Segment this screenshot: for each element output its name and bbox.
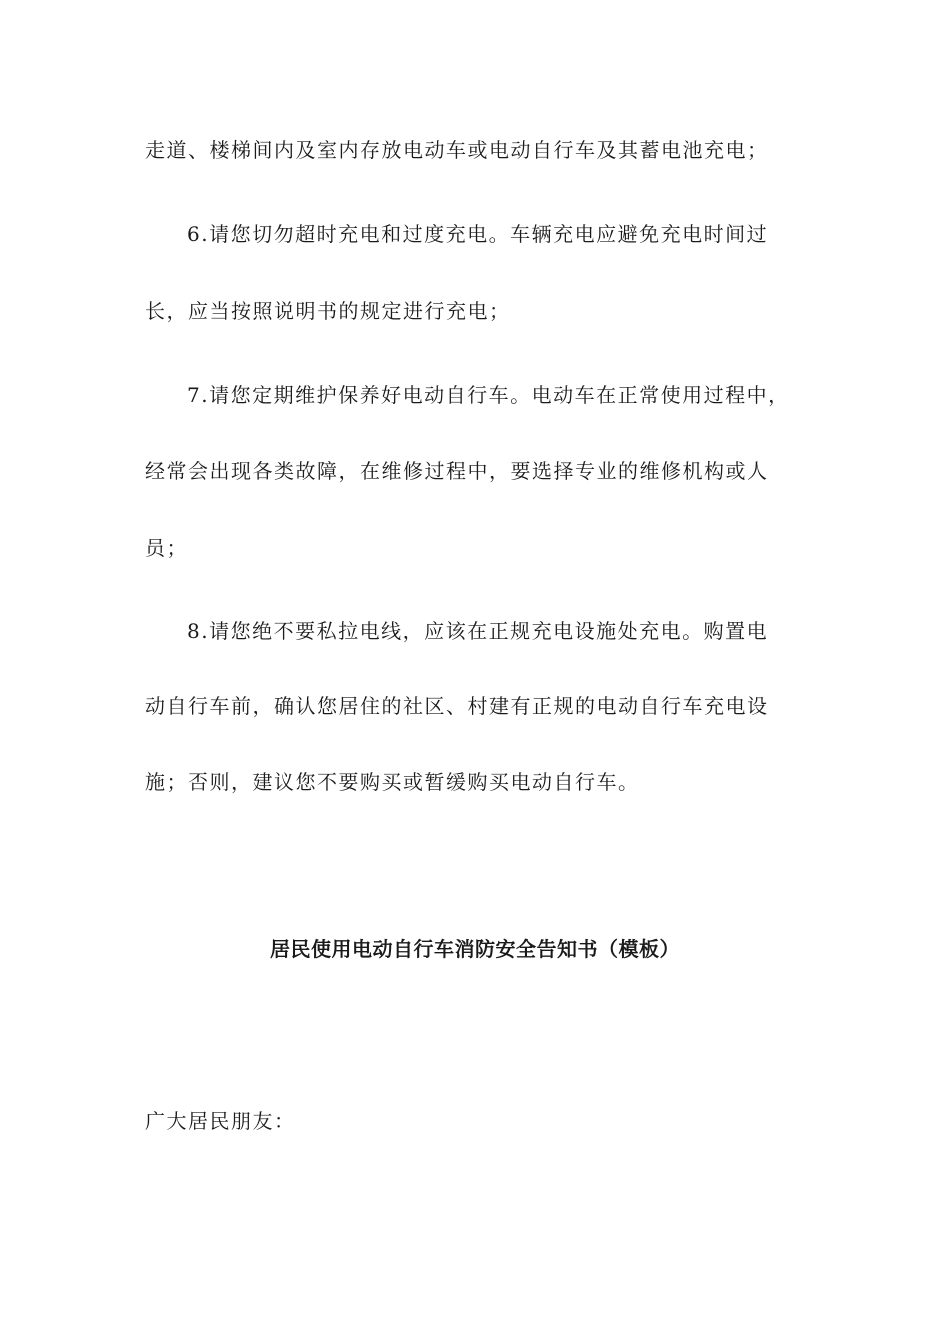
item-7-line-3: 员；: [145, 536, 188, 560]
item-6-line-1: 6.请您切勿超时充电和过度充电。车辆充电应避免充电时间过: [187, 222, 769, 246]
item-7-line-1: 7.请您定期维护保养好电动自行车。电动车在正常使用过程中，: [187, 383, 790, 407]
paragraph-5-line-1: 走道、楼梯间内及室内存放电动车或电动自行车及其蓄电池充电；: [145, 138, 769, 162]
item-7-line-2: 经常会出现各类故障，在维修过程中，要选择专业的维修机构或人: [145, 459, 769, 483]
salutation: 广大居民朋友：: [145, 1109, 296, 1133]
item-6-line-2: 长，应当按照说明书的规定进行充电；: [145, 299, 511, 323]
item-8-line-3: 施；否则，建议您不要购买或暂缓购买电动自行车。: [145, 770, 640, 794]
notice-title: 居民使用电动自行车消防安全告知书（模板）: [270, 937, 680, 961]
item-8-line-2: 动自行车前，确认您居住的社区、村建有正规的电动自行车充电设: [145, 694, 769, 718]
item-8-line-1: 8.请您绝不要私拉电线，应该在正规充电设施处充电。购置电: [187, 619, 769, 643]
